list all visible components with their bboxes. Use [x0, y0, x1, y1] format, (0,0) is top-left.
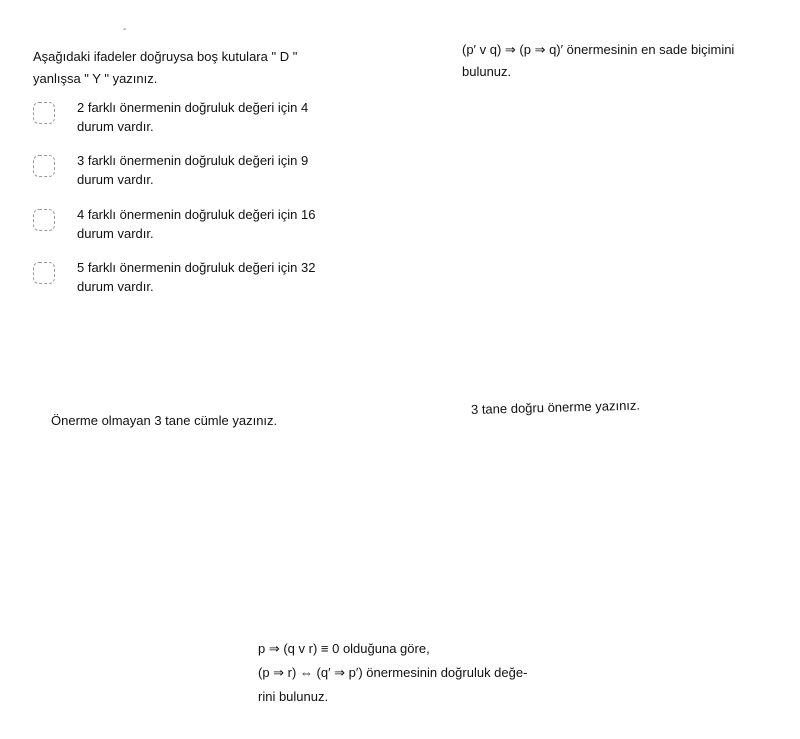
statement-2-line-2: durum vardır.: [77, 172, 154, 187]
stray-mark: -: [123, 24, 127, 35]
statement-3-line-1: 4 farklı önermenin doğruluk değeri için 16: [77, 207, 316, 222]
question-true-false: [33, 46, 297, 90]
statement-4-line-2: durum vardır.: [77, 279, 154, 294]
statement-item-4: [33, 258, 363, 300]
statement-4-line-1: 5 farklı önermenin doğruluk değeri için 32: [77, 260, 316, 275]
truth-value-line-2: (p ⇒ r) ⇔ (q′ ⇒ p′) önermesinin doğruluk değe-: [258, 665, 528, 680]
instruction-line-1: Aşağıdaki ifadeler doğruysa boş kutulara " D ": [33, 49, 298, 64]
truth-value-line-3: rini bulunuz.: [258, 689, 329, 704]
question-non-propositions: Önerme olmayan 3 tane cümle yazınız.: [51, 413, 278, 428]
statement-3-line-2: durum vardır.: [77, 226, 154, 241]
question-truth-value: [258, 637, 527, 709]
statement-item-3: [33, 205, 363, 247]
answer-box-4[interactable]: [33, 262, 55, 284]
statement-1-line-2: durum vardır.: [77, 119, 154, 134]
statement-1-line-1: 2 farklı önermenin doğruluk değeri için 4: [77, 100, 309, 115]
answer-box-2[interactable]: [33, 155, 55, 177]
question-true-propositions: 3 tane doğru önerme yazınız.: [470, 397, 641, 417]
truth-value-line-1: p ⇒ (q v r) ≡ 0 olduğuna göre,: [258, 641, 430, 656]
simplify-line-1: (p′ v q) ⇒ (p ⇒ q)′ önermesinin en sade biçimini: [462, 42, 735, 57]
question-simplify: [462, 39, 734, 83]
statement-item-2: [33, 151, 363, 193]
answer-box-3[interactable]: [33, 209, 55, 231]
statement-2-line-1: 3 farklı önermenin doğruluk değeri için 9: [77, 153, 309, 168]
simplify-line-2: bulunuz.: [462, 64, 512, 79]
instruction-line-2: yanlışsa " Y " yazınız.: [33, 71, 158, 86]
statement-item-1: [33, 98, 363, 140]
answer-box-1[interactable]: [33, 102, 55, 124]
